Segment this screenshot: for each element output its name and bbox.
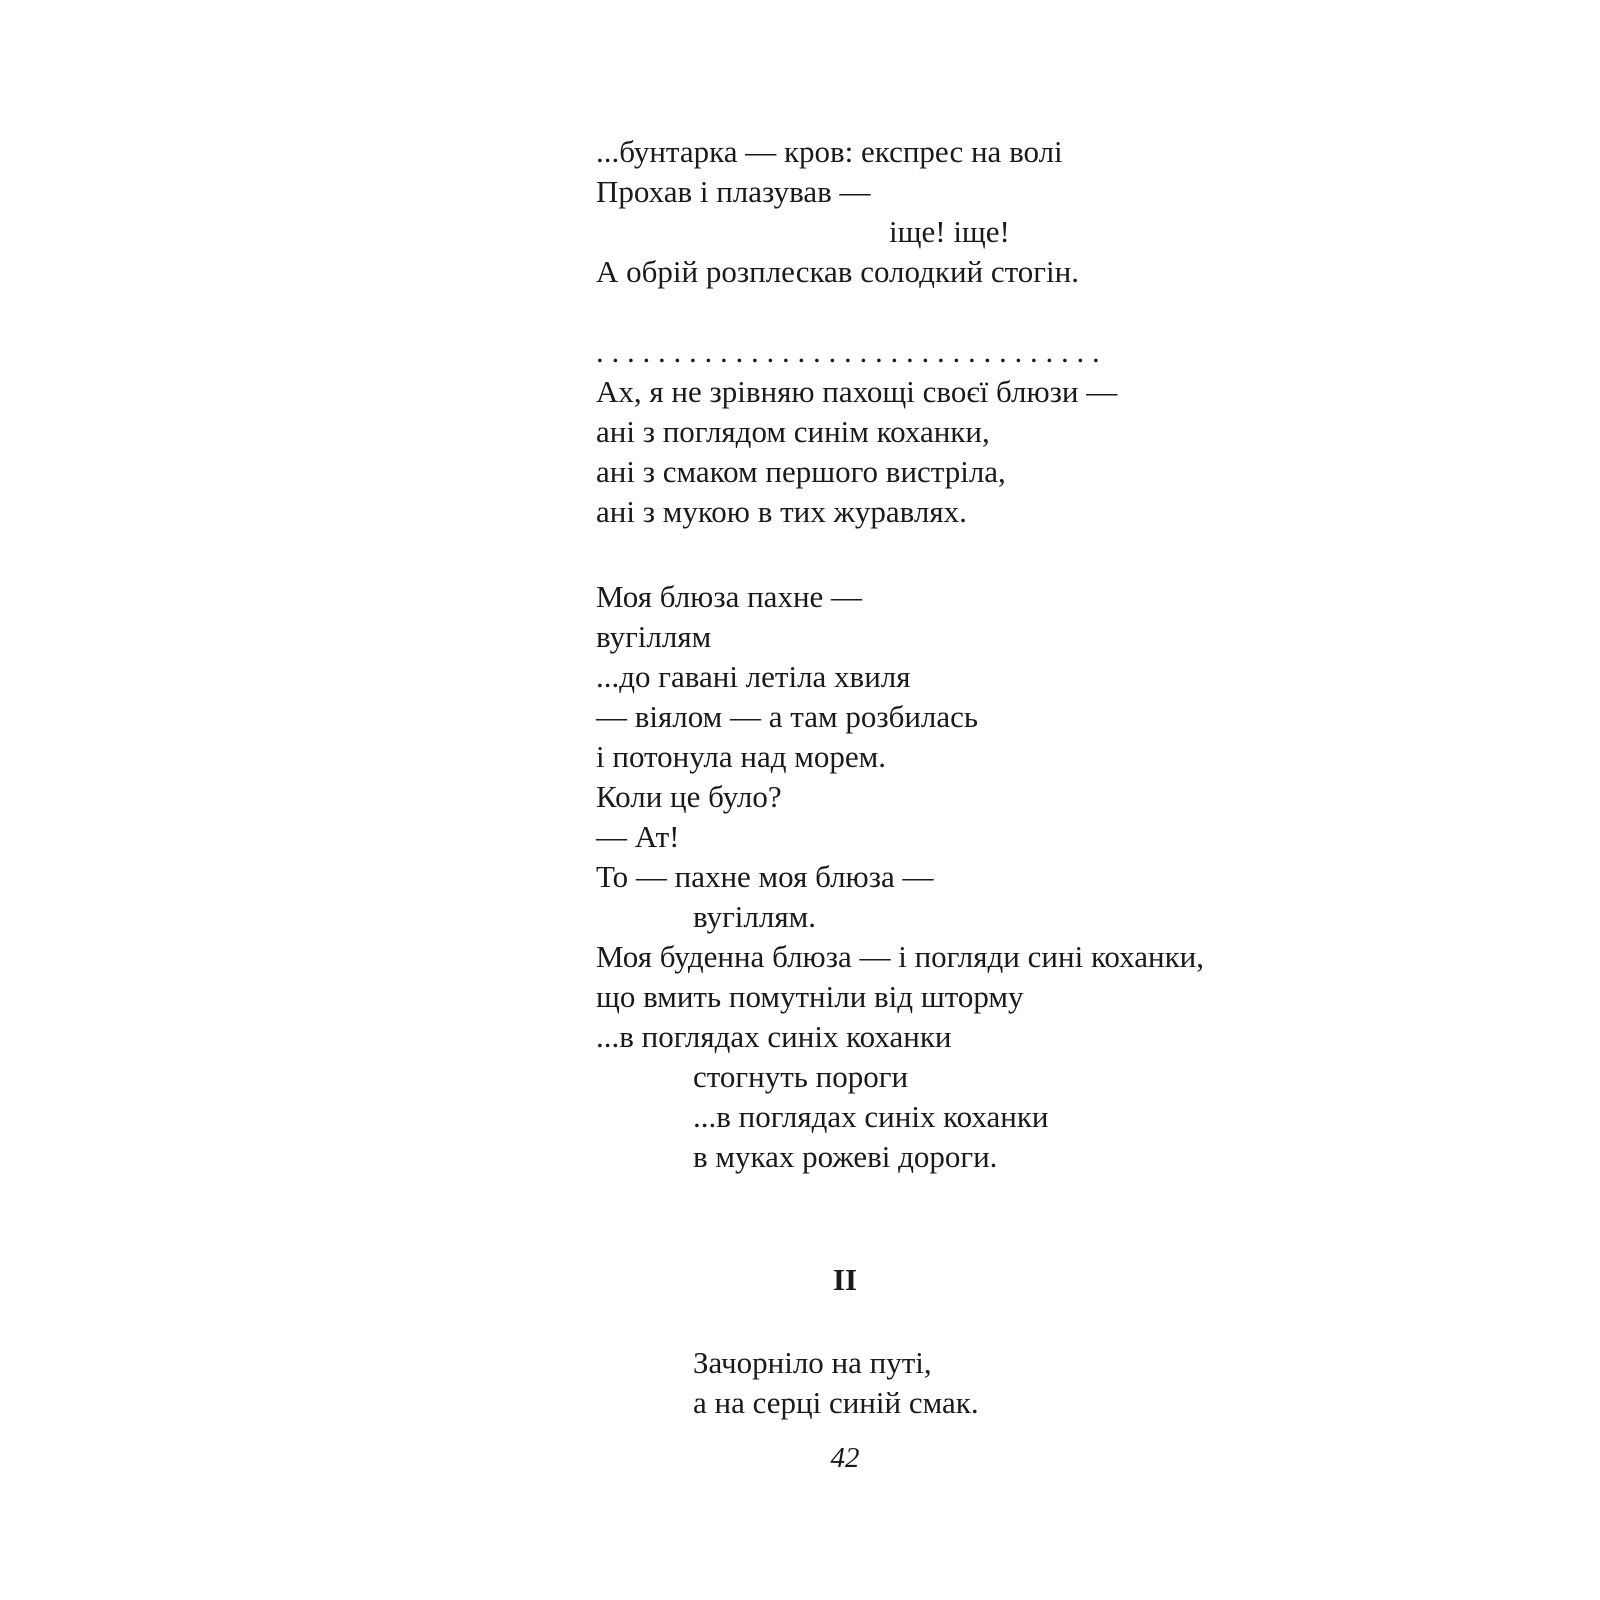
poem-line: — віялом — а там розбилась: [596, 699, 979, 734]
poem-line: вугіллям: [596, 619, 712, 654]
poem-line: ані з смаком першого вистріла,: [596, 454, 1006, 489]
poem-line: і потонула над морем.: [596, 739, 887, 774]
poem-line: Прохав і плазував —: [596, 174, 871, 209]
poem-line: ані з мукою в тих журавлях.: [596, 494, 967, 529]
poem-line: ...бунтарка — кров: експрес на волі: [596, 134, 1063, 169]
poem-line: ...в поглядах синіх коханки: [693, 1099, 1049, 1134]
poem-line: ...в поглядах синіх коханки: [596, 1019, 952, 1054]
poem-line: ...до гавані летіла хвиля: [596, 659, 911, 694]
poem-line: То — пахне моя блюза —: [596, 859, 934, 894]
poem-line: Моя блюза пахне —: [596, 579, 863, 614]
poem-line: що вмить помутніли від шторму: [596, 979, 1024, 1014]
poem-line: Моя буденна блюза — і погляди сині коханки,: [596, 939, 1204, 974]
section-number: II: [832, 1262, 858, 1297]
poem-line: Зачорніло на путі,: [693, 1345, 932, 1380]
poem-line: А обрій розплескав солодкий стогін.: [596, 254, 1079, 289]
dotted-separator: . . . . . . . . . . . . . . . . . . . . . . . . . . . . . . . . .: [596, 334, 1100, 369]
poem-line: іще! іще!: [889, 214, 1010, 249]
poem-line: в муках рожеві дороги.: [693, 1139, 998, 1174]
poem-line: вугіллям.: [693, 899, 816, 934]
page-number: 42: [830, 1442, 860, 1474]
poem-line: а на серці синій смак.: [693, 1385, 979, 1420]
poem-line: Коли це було?: [596, 779, 782, 814]
poem-line: — Ат!: [596, 819, 680, 854]
poem-line: стогнуть пороги: [693, 1059, 909, 1094]
poem-line: Ах, я не зрівняю пахощі своєї блюзи —: [596, 374, 1118, 409]
poem-line: ані з поглядом синім коханки,: [596, 414, 990, 449]
